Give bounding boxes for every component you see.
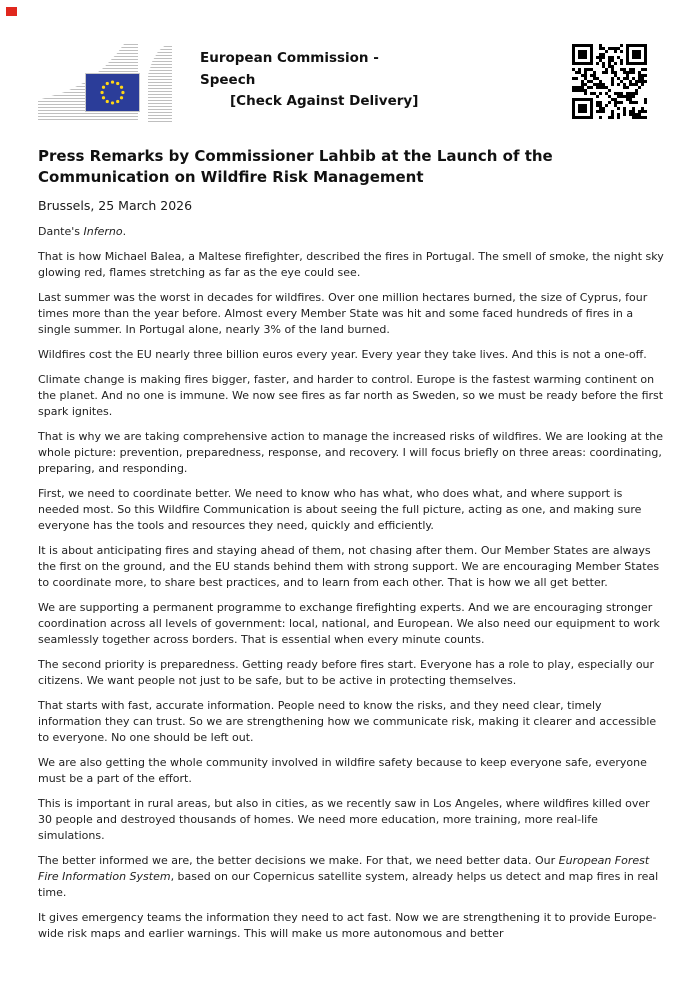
paragraph: That starts with fast, accurate information. People need to know the risks, and they need clear, timely information they can trust. So we are strengthening how we communicate risk, making it clearer and accessible to everyone. No one should be left out. bbox=[38, 699, 657, 744]
red-corner-marker bbox=[6, 7, 17, 16]
page-title: Press Remarks by Commissioner Lahbib at the Launch of the Communication on Wildfire Risk Management bbox=[38, 147, 553, 186]
paragraph: Dante's Inferno. bbox=[38, 225, 127, 238]
masthead-doc-type: Speech bbox=[200, 71, 256, 88]
paragraph: That is how Michael Balea, a Maltese firefighter, described the fires in Portugal. The smell of smoke, the night sky glowing red, flames stretching as far as the eye could see. bbox=[38, 250, 664, 279]
logo-right-wing bbox=[148, 46, 172, 122]
qr-code-icon bbox=[572, 44, 647, 119]
paragraph: This is important in rural areas, but also in cities, as we recently saw in Los Angeles, where wildfires killed over 30 people and destroyed thousands of homes. We need more education, more training, more real-life simulations. bbox=[38, 797, 650, 842]
paragraph: It is about anticipating fires and staying ahead of them, not chasing after them. Our Member States are always the first on the ground, and the EU stands behind them with strong support. We are encouraging Member States to coordinate more, to share best practices, and to learn from each other. That is how we all get better. bbox=[38, 544, 660, 589]
paragraph: First, we need to coordinate better. We need to know who has what, who does what, and where support is needed most. So this Wildfire Communication is about seeing the full picture, acting as one, and making sure everyone has the tools and resources they need, quickly and efficiently. bbox=[38, 487, 642, 532]
paragraph: We are also getting the whole community involved in wildfire safety because to keep everyone safe, everyone must be a part of the effort. bbox=[38, 756, 647, 785]
european-commission-logo bbox=[38, 42, 172, 122]
masthead-institution: European Commission - bbox=[200, 50, 379, 66]
paragraph: Last summer was the worst in decades for wildfires. Over one million hectares burned, the size of Cyprus, four times more than the year before. Almost every Member State was hit and some faced hundreds of fires in a single summer. In Portugal alone, nearly 3% of the land burned. bbox=[38, 291, 648, 336]
paragraph: The better informed we are, the better decisions we make. For that, we need better data. Our European Forest Fire Information System, based on our Copernicus satellite system, already helps us detect and map fires in real time. bbox=[38, 854, 659, 899]
eu-flag-icon bbox=[85, 73, 140, 112]
paragraph: We are supporting a permanent programme to exchange firefighting experts. And we are encouraging stronger coordination across all levels of government: local, national, and European. We also need our equipment to work seamlessly together across borders. That is essential when every minute counts. bbox=[38, 601, 660, 646]
speech-body bbox=[38, 224, 664, 951]
paragraph: That is why we are taking comprehensive action to manage the increased risks of wildfires. We are looking at the whole picture: prevention, preparedness, response, and recovery. I will focus briefly on three areas: coordinating, preparing, and responding. bbox=[38, 430, 664, 475]
masthead bbox=[200, 48, 418, 113]
check-against-delivery: [Check Against Delivery] bbox=[230, 93, 419, 109]
paragraph: Wildfires cost the EU nearly three billion euros every year. Every year they take lives. And this is not a one-off. bbox=[38, 348, 647, 361]
paragraph: Climate change is making fires bigger, faster, and harder to control. Europe is the fastest warming continent on the planet. And no one is immune. We now see fires as far north as Sweden, so we must be ready before the first spark ignites. bbox=[38, 373, 664, 418]
dateline: Brussels, 25 March 2026 bbox=[38, 198, 193, 213]
paragraph: It gives emergency teams the information they need to act fast. Now we are strengthening it to provide Europe-wide risk maps and earlier warnings. This will make us more autonomous and better bbox=[38, 911, 657, 940]
paragraph: The second priority is preparedness. Getting ready before fires start. Everyone has a role to play, especially our citizens. We want people not just to be safe, but to be active in protecting themselves. bbox=[38, 658, 655, 687]
eu-stars bbox=[86, 74, 139, 111]
